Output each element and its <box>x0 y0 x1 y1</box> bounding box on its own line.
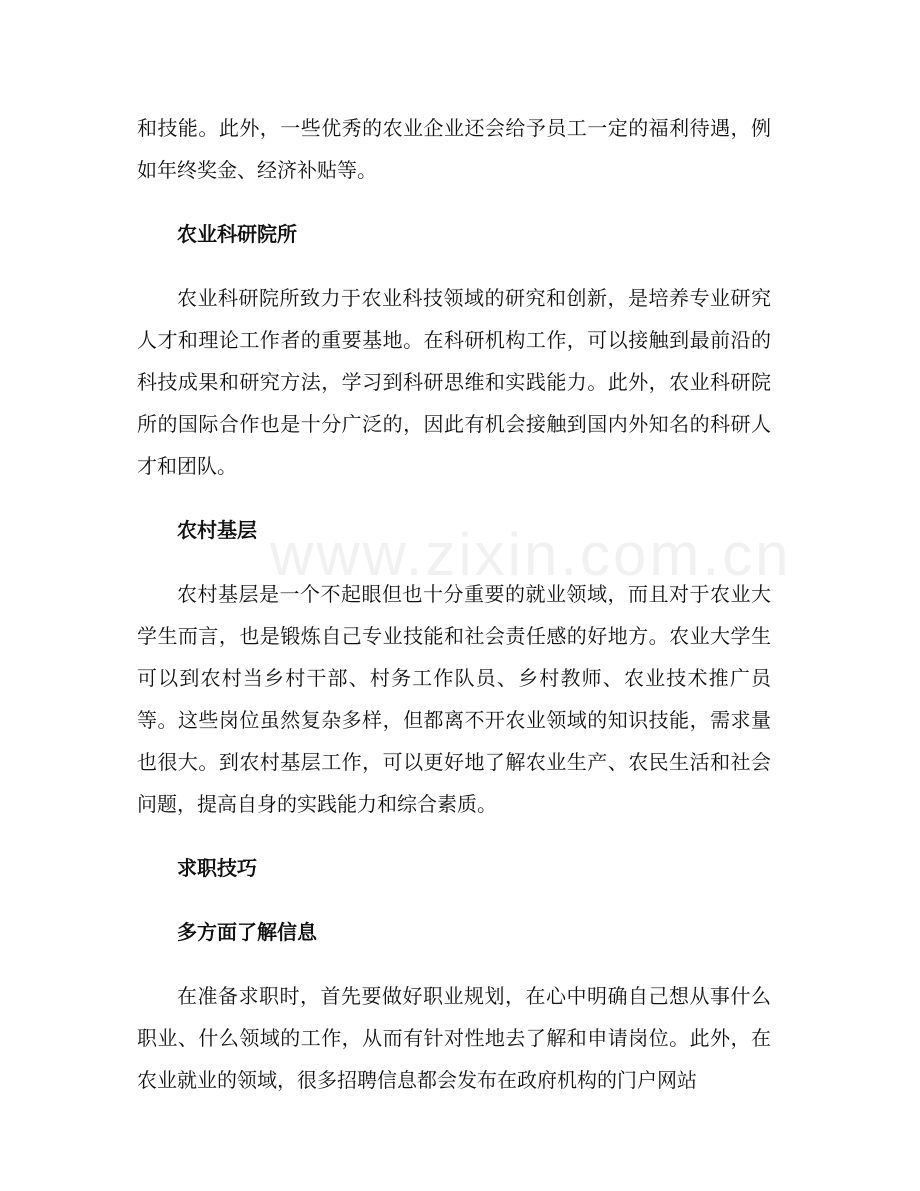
paragraph-rural-grassroots: 农村基层是一个不起眼但也十分重要的就业领域，而且对于农业大学生而言，也是锻炼自己专业技能和社会责任感的好地方。农业大学生可以到农村当乡村干部、村务工作队员、乡村教师、农业技术推广员等。这些岗位虽然复杂多样，但都离不开农业领域的知识技能，需求量也很大。到农村基层工作，可以更好地了解农业生产、农民生活和社会问题，提高自身的实践能力和综合素质。 <box>137 582 771 816</box>
heading-rural-grassroots: 农村基层 <box>177 518 257 542</box>
document-body <box>137 107 771 1101</box>
paragraph-research-institutes: 农业科研院所致力于农业科技领域的研究和创新，是培养专业研究人才和理论工作者的重要基地。在科研机构工作，可以接触到最前沿的科技成果和研究方法，学习到科研思维和实践能力。此外，农业科研院所的国际合作也是十分广泛的，因此有机会接触到国内外知名的科研人才和团队。 <box>137 286 771 478</box>
heading-gather-info: 多方面了解信息 <box>177 920 317 944</box>
heading-research-institutes: 农业科研院所 <box>177 222 297 246</box>
heading-job-tips: 求职技巧 <box>177 856 257 880</box>
watermark: www.zixin.com.cn <box>270 521 792 588</box>
paragraph-intro: 和技能。此外，一些优秀的农业企业还会给予员工一定的福利待遇，例如年终奖金、经济补贴等。 <box>137 116 771 182</box>
paragraph-gather-info: 在准备求职时，首先要做好职业规划，在心中明确自己想从事什么职业、什么领域的工作，从而有针对性地去了解和申请岗位。此外，在农业就业的领域，很多招聘信息都会发布在政府机构的门户网站 <box>137 984 771 1092</box>
